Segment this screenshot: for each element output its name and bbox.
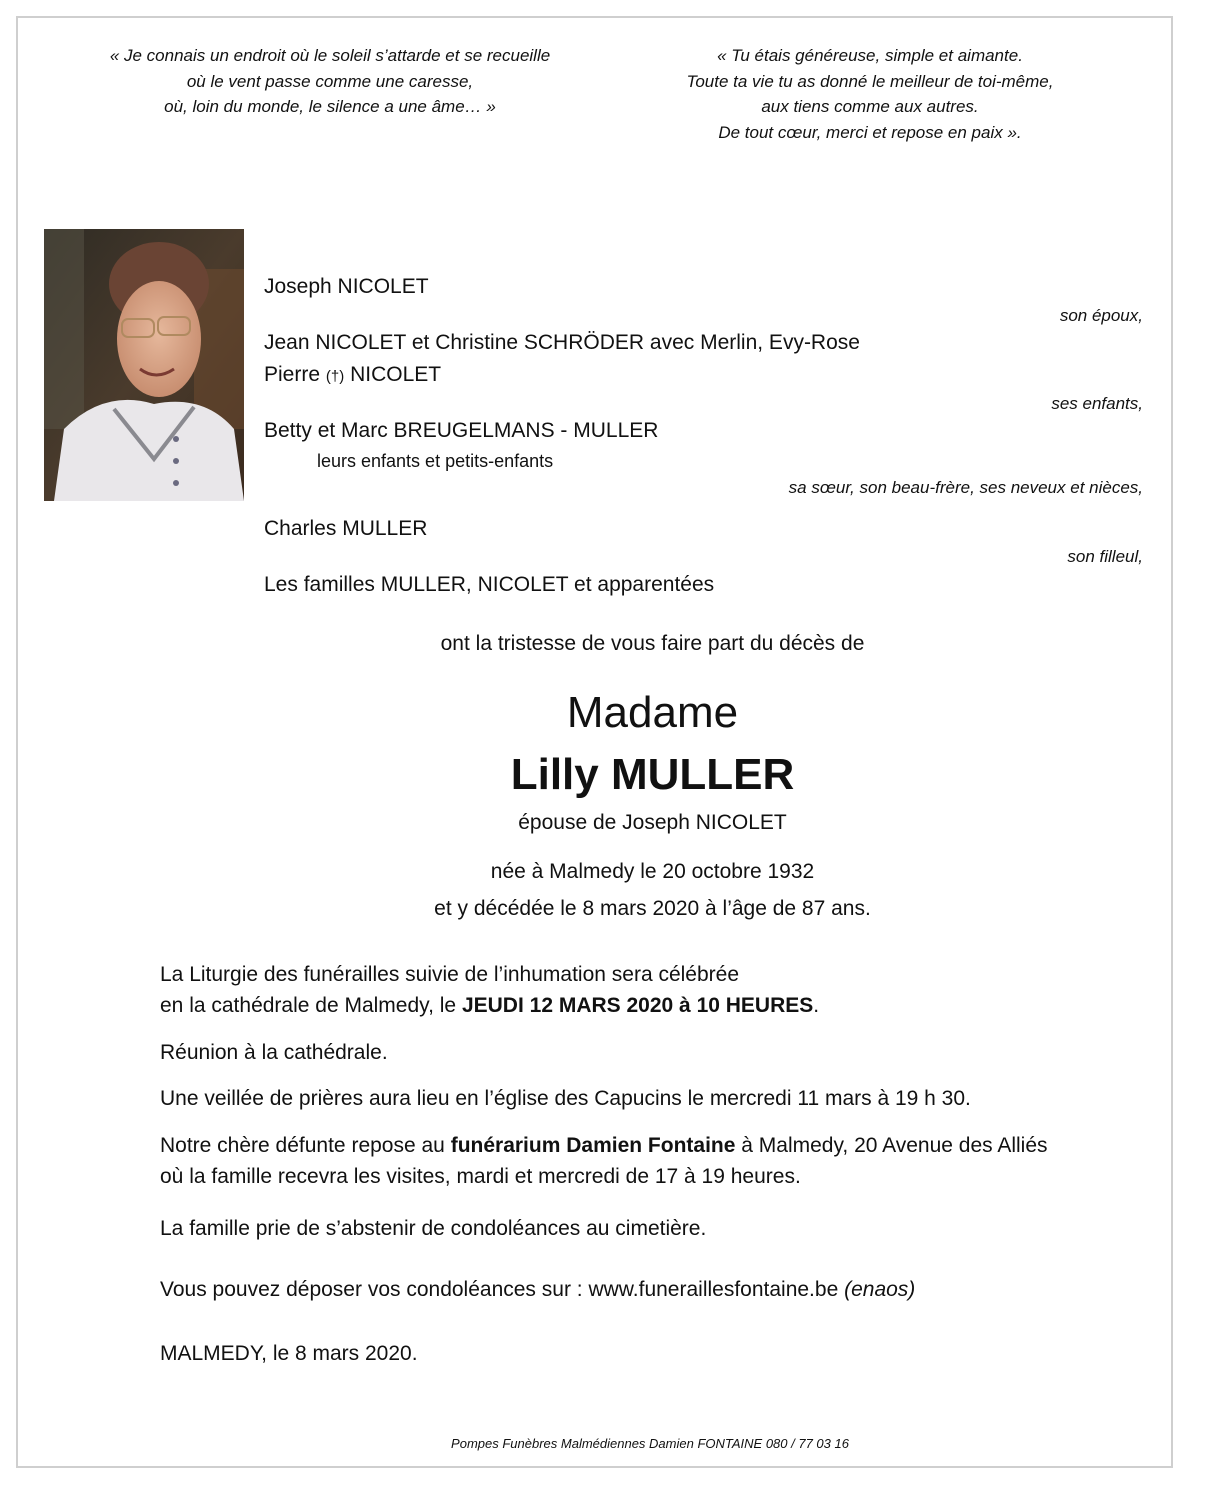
rest-line-1	[160, 1130, 1048, 1161]
place-date: MALMEDY, le 8 mars 2020.	[160, 1342, 418, 1365]
children-line-1: Jean NICOLET et Christine SCHRÖDER avec Merlin, Evy-Rose	[264, 331, 860, 354]
cemetery-notice: La famille prie de s’abstenir de condoléances au cimetière.	[160, 1217, 707, 1240]
godson-name: Charles MULLER	[264, 517, 428, 540]
vigil-line: Une veillée de prières aura lieu en l’église des Capucins le mercredi 11 mars à 19 h 30.	[160, 1087, 971, 1110]
liturgy-line-1: La Liturgie des funérailles suivie de l’inhumation sera célébrée	[160, 963, 740, 986]
quote-right-line: aux tiens comme aux autres.	[761, 97, 979, 116]
quote-right-line: « Tu étais généreuse, simple et aimante.	[717, 46, 1023, 65]
spouse-of-line: épouse de Joseph NICOLET	[518, 811, 787, 834]
portrait-photo	[44, 229, 244, 501]
rest-intro: Notre chère défunte repose au	[160, 1134, 451, 1157]
quote-right-line: De tout cœur, merci et repose en paix ».	[718, 122, 1022, 142]
children-line-2-surname: NICOLET	[350, 363, 442, 386]
meeting-line: Réunion à la cathédrale.	[160, 1041, 388, 1064]
liturgy-datetime: JEUDI 12 MARS 2020 à 10 HEURES	[461, 994, 814, 1017]
funerarium-name: funérarium Damien Fontaine	[450, 1134, 736, 1157]
deceased-title: Madame	[566, 688, 739, 737]
spouse-name: Joseph NICOLET	[264, 275, 429, 298]
rest-address: à Malmedy, 20 Avenue des Alliés	[735, 1134, 1048, 1157]
sister-subline: leurs enfants et petits-enfants	[317, 451, 554, 471]
birth-line: née à Malmedy le 20 octobre 1932	[490, 860, 815, 883]
quote-left	[60, 43, 600, 120]
godson-relation: son filleul,	[1067, 547, 1143, 566]
sister-relation: sa sœur, son beau-frère, ses neveux et nièces,	[788, 478, 1143, 497]
death-line: et y décédée le 8 mars 2020 à l’âge de 87 ans.	[434, 897, 871, 920]
quote-right-line: Toute ta vie tu as donné le meilleur de toi-même,	[686, 71, 1054, 91]
announcement-intro: ont la tristesse de vous faire part du décès de	[440, 632, 865, 655]
families-line: Les familles MULLER, NICOLET et apparentées	[264, 573, 715, 596]
rest-line-2: où la famille recevra les visites, mardi et mercredi de 17 à 19 heures.	[160, 1165, 801, 1188]
children-relation: ses enfants,	[1051, 394, 1143, 413]
children-line-2-name: Pierre	[264, 363, 321, 386]
quote-left-line: « Je connais un endroit où le soleil s’attarde et se recueille	[109, 46, 551, 65]
deceased-name: Lilly MULLER	[510, 750, 795, 799]
quote-left-line: où le vent passe comme une caresse,	[186, 71, 474, 91]
liturgy-period: .	[813, 994, 820, 1017]
online-condolences	[160, 1274, 915, 1305]
liturgy-line-2	[160, 990, 819, 1021]
online-condolences-tag: (enaos)	[844, 1278, 916, 1301]
quote-left-line: où, loin du monde, le silence a une âme… »	[164, 97, 496, 116]
spouse-relation: son époux,	[1059, 306, 1143, 325]
funeral-home-footer: Pompes Funèbres Malmédiennes Damien FONTAINE 080 / 77 03 16	[451, 1436, 849, 1451]
deceased-mark: (†)	[325, 368, 345, 385]
sister-name: Betty et Marc BREUGELMANS - MULLER	[264, 419, 659, 442]
quote-right	[610, 43, 1130, 145]
children-line-2	[264, 363, 441, 387]
online-condolences-url: Vous pouvez déposer vos condoléances sur : www.funeraillesfontaine.be	[160, 1278, 845, 1301]
liturgy-location: en la cathédrale de Malmedy, le	[160, 994, 462, 1017]
